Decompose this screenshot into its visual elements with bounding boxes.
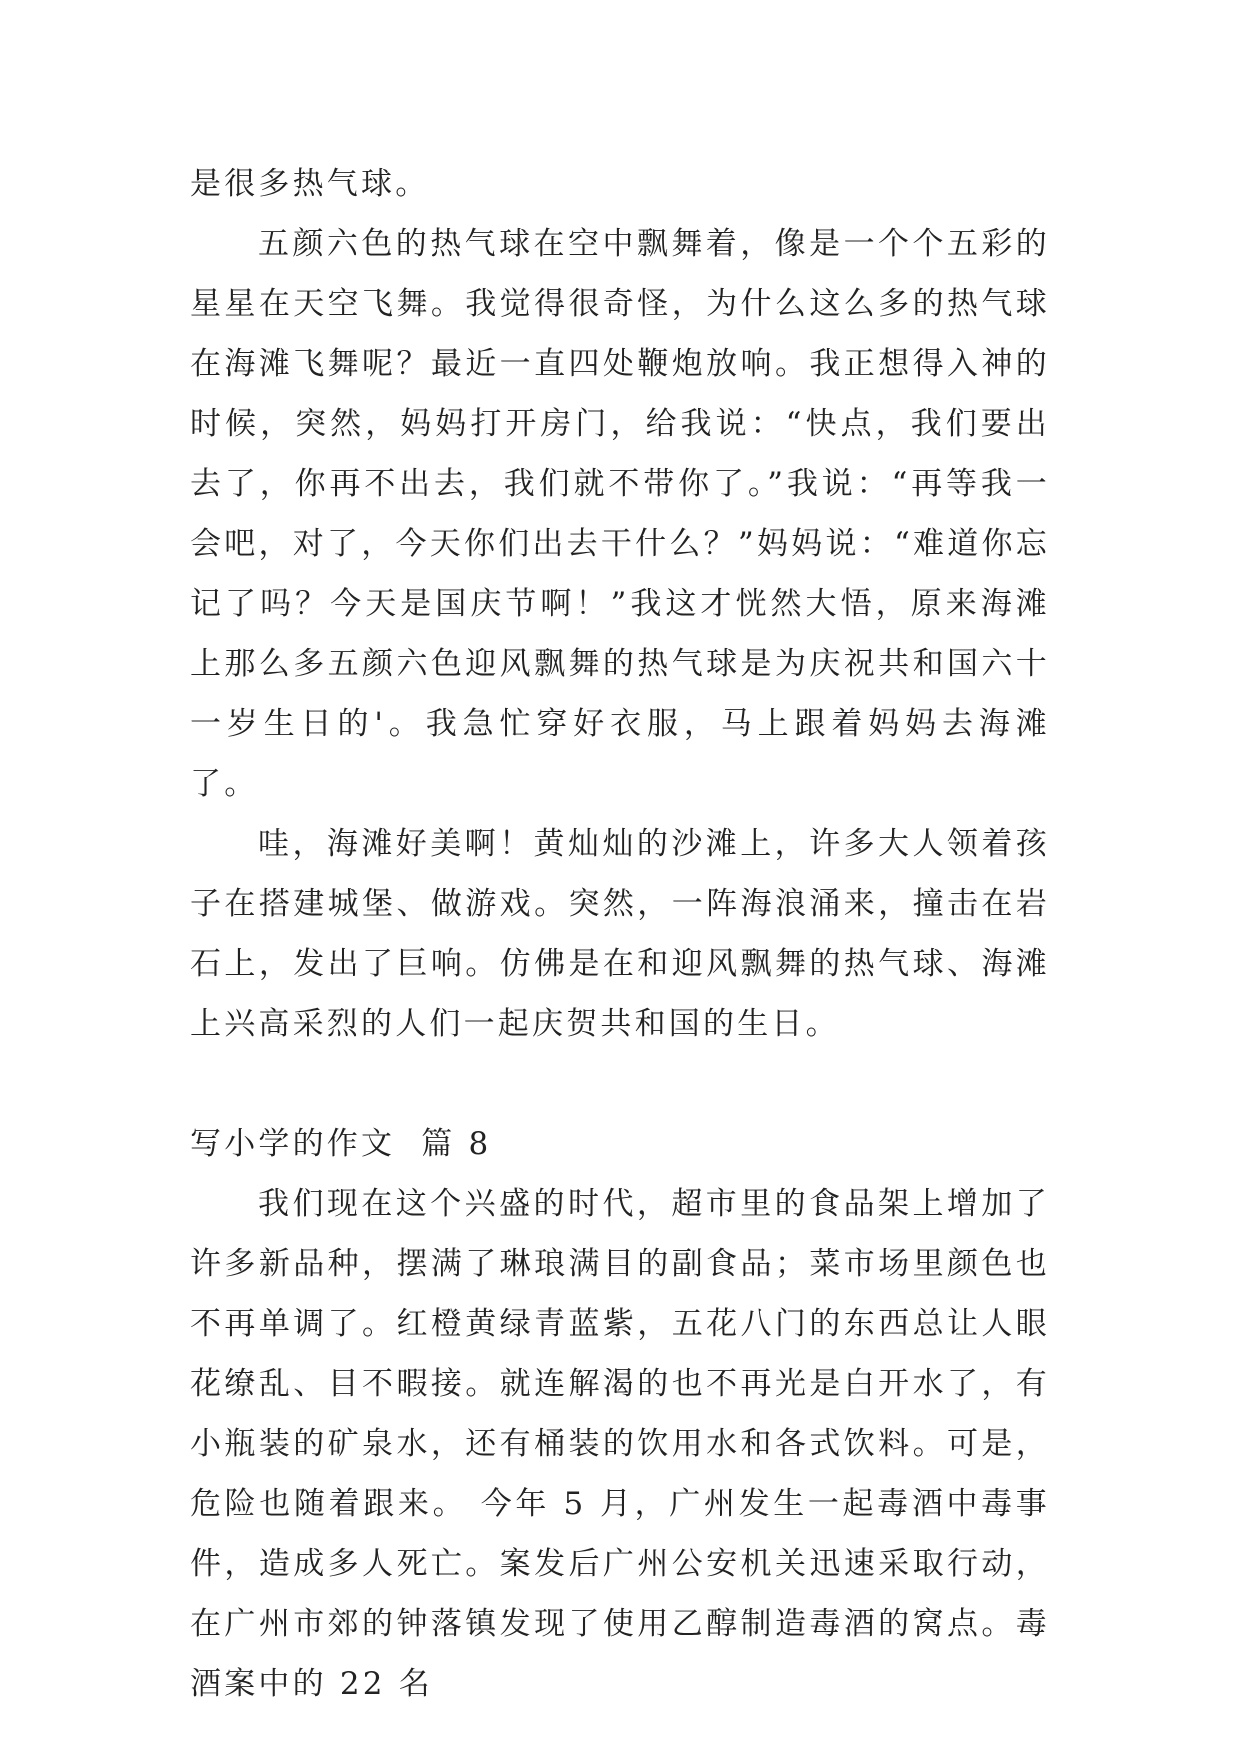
paragraph-continuation: 是很多热气球。 — [190, 166, 430, 202]
paragraph-beach: 哇，海滩好美啊！黄灿灿的沙滩上，许多大人领着孩子在搭建城堡、做游戏。突然，一阵海浪涌来，撞击在岩石上，发出了巨响。仿佛是在和迎风飘舞的热气球、海滩上兴高采烈的人们一起庆贺共和国的生日。 — [190, 826, 1050, 1042]
paragraph-era: 我们现在这个兴盛的时代，超市里的食品架上增加了许多新品种，摆满了琳琅满目的副食品；菜市场里颜色也不再单调了。红橙黄绿青蓝紫，五花八门的东西总让人眼花缭乱、目不暇接。就连解渴的也不再光是白开水了，有小瓶装的矿泉水，还有桶装的饮用水和各式饮料。可是，危险也随着跟来。 今年 5 月，广州发生一起毒酒中毒事件，造成多人死亡。案发后广州公安机关迅速采取行动，在广州市郊的钟落镇发现了使用乙醇制造毒酒的窝点。毒酒案中的 22 名 — [190, 1186, 1050, 1702]
paragraph-balloons: 五颜六色的热气球在空中飘舞着，像是一个个五彩的星星在天空飞舞。我觉得很奇怪，为什么这么多的热气球在海滩飞舞呢？最近一直四处鞭炮放响。我正想得入神的时候，突然，妈妈打开房门，给我说：“快点，我们要出去了，你再不出去，我们就不带你了。”我说：“再等我一会吧，对了，今天你们出去干什么？”妈妈说：“难道你忘记了吗？今天是国庆节啊！”我这才恍然大悟，原来海滩上那么多五颜六色迎风飘舞的热气球是为庆祝共和国六十一岁生日的'。我急忙穿好衣服，马上跟着妈妈去海滩了。 — [190, 226, 1050, 802]
section-heading: 写小学的作文 篇 8 — [190, 1126, 492, 1162]
document-body — [190, 154, 1050, 1714]
